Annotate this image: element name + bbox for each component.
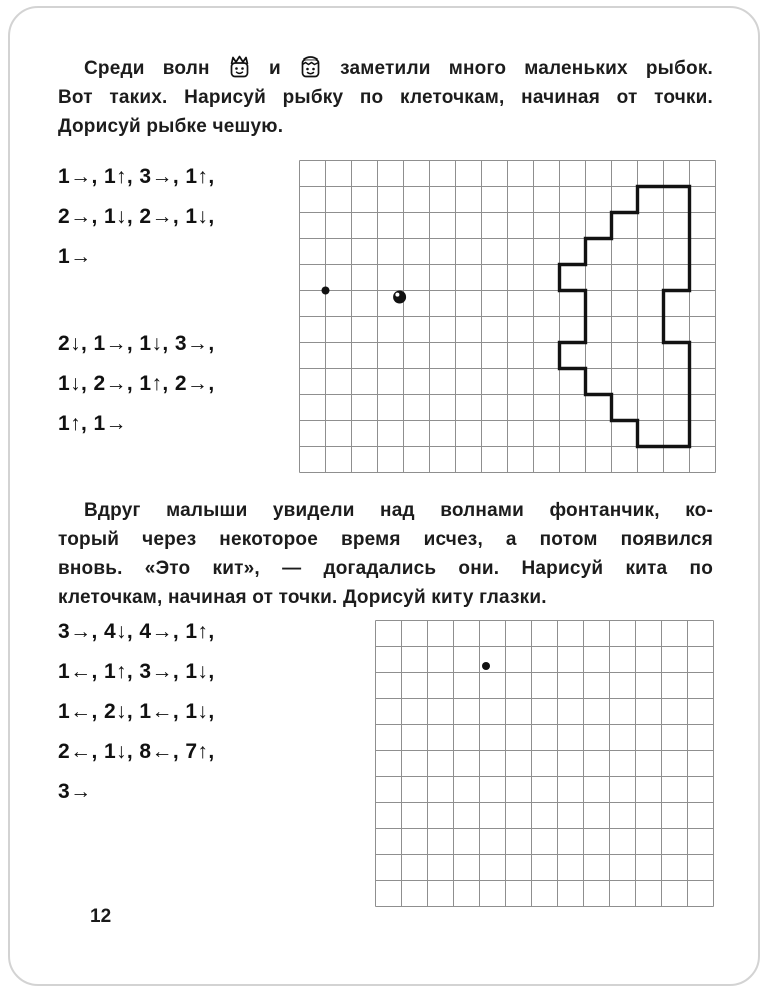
paragraph-line: Вдруг малыши увидели над волнами фонтанчик, ко-	[84, 500, 713, 521]
character-icon-2	[299, 54, 322, 80]
task2-instructions	[58, 496, 713, 612]
drawing-grid-fish	[299, 160, 716, 473]
drawing-grid-whale	[375, 620, 714, 907]
dictation-line: 2↓, 1→, 1↓, 3→,	[58, 332, 215, 355]
dictation-line: 1→	[58, 245, 92, 268]
whale-grid-svg	[375, 620, 714, 907]
paragraph-line: Вот таких. Нарисуй рыбку по клеточкам, начиная от точки.	[58, 87, 713, 108]
dictation-line: 2→, 1↓, 2→, 1↓,	[58, 205, 215, 228]
dictation-line: 3→, 4↓, 4→, 1↑,	[58, 620, 215, 643]
paragraph-line: Дорисуй рыбке чешую.	[58, 116, 284, 137]
task1-text-part2: и	[268, 58, 281, 79]
paragraph-line: клеточкам, начиная от точки. Дорисуй киту глазки.	[58, 587, 547, 608]
fish-grid-svg	[299, 160, 716, 473]
dictation-line: 1←, 2↓, 1←, 1↓,	[58, 700, 215, 723]
character-icon-1	[228, 54, 251, 80]
paragraph-line: вновь. «Это кит», — догадались они. Нарисуй кита по	[58, 558, 713, 579]
task1-text-part1: Среди волн	[84, 58, 210, 79]
dictation-line: 1←, 1↑, 3→, 1↓,	[58, 660, 215, 683]
dictation-line: 1↓, 2→, 1↑, 2→,	[58, 372, 215, 395]
paragraph-line: торый через некоторое время исчез, а потом появился	[58, 529, 713, 550]
dictation-line: 3→	[58, 780, 92, 803]
task1-instructions	[58, 54, 713, 141]
paragraph-line	[58, 54, 713, 83]
task1-text-part3: заметили много маленьких рыбок.	[340, 58, 714, 79]
dictation-line: 1→, 1↑, 3→, 1↑,	[58, 165, 215, 188]
dictation-sequence-2	[58, 618, 215, 818]
dictation-sequence-1-bottom	[58, 330, 215, 450]
dictation-line: 1↑, 1→	[58, 412, 127, 435]
dictation-line: 2←, 1↓, 8←, 7↑,	[58, 740, 215, 763]
dictation-sequence-1-top	[58, 163, 215, 283]
page-number: 12	[90, 906, 112, 927]
